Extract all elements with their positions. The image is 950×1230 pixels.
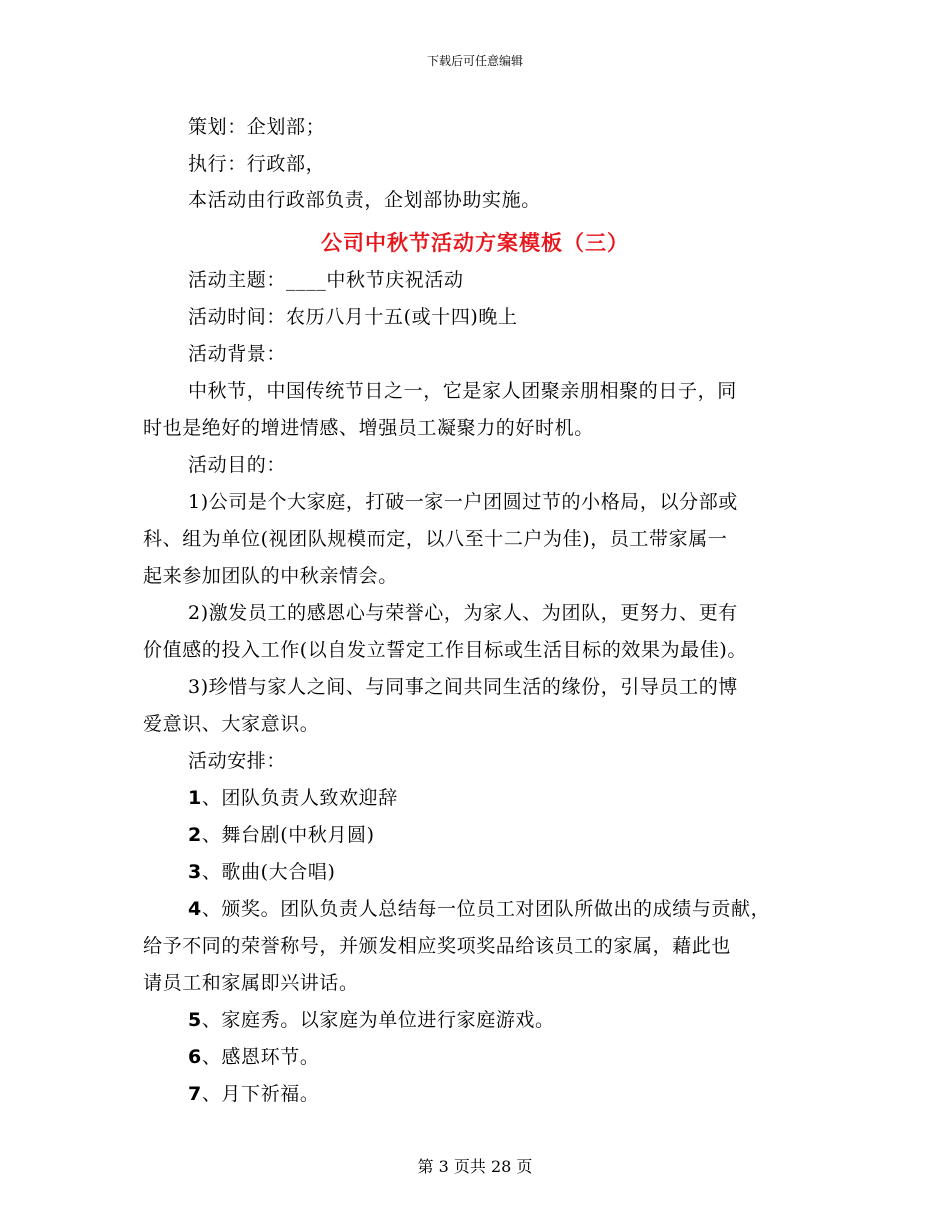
schedule-item-text: 、感恩环节。 [201, 1046, 320, 1068]
page-footer-number: 第 3 页共 28 页 [417, 1157, 533, 1176]
paragraph-purpose-2-line-2: 价值感的投入工作(以自发立誓定工作目标或生活目标的效果为最佳)。 [143, 639, 748, 661]
paragraph-purpose-3-line-2: 爱意识、大家意识。 [143, 713, 320, 735]
schedule-item-4-line-2: 给予不同的荣誉称号，并颁发相应奖项奖品给该员工的家属，藉此也 [143, 935, 732, 957]
schedule-item-number: 7 [188, 1083, 202, 1105]
schedule-item-4-line-3: 请员工和家属即兴讲话。 [143, 972, 359, 994]
paragraph-time: 活动时间：农历八月十五(或十四)晚上 [188, 306, 518, 328]
schedule-item-number: 5 [188, 1009, 202, 1031]
paragraph-purpose-3-line-1: 3)珍惜与家人之间、与同事之间共同生活的缘份，引导员工的博 [188, 676, 738, 698]
paragraph-purpose-1-line-1: 1)公司是个大家庭，打破一家一户团圆过节的小格局，以分部或 [188, 491, 738, 513]
paragraph-purpose-1-line-2: 科、组为单位(视团队规模而定，以八至十二户为佳)，员工带家属一 [143, 528, 728, 550]
schedule-item-number: 3 [188, 861, 202, 883]
schedule-item-6 [188, 1045, 319, 1069]
schedule-item-number: 4 [188, 898, 202, 920]
heading-purpose: 活动目的： [188, 454, 287, 476]
paragraph-purpose-1-line-3: 起来参加团队的中秋亲情会。 [143, 565, 398, 587]
schedule-item-text: 、月下祈福。 [201, 1083, 320, 1105]
schedule-item-text: 、颁奖。团队负责人总结每一位员工对团队所做出的成绩与贡献， [201, 898, 771, 920]
page-header-note: 下载后可任意编辑 [426, 54, 523, 68]
schedule-item-number: 1 [188, 787, 202, 809]
paragraph-purpose-2-line-1: 2)激发员工的感恩心与荣誉心，为家人、为团队，更努力、更有 [188, 602, 738, 624]
paragraph-theme: 活动主题：____中秋节庆祝活动 [188, 269, 464, 291]
paragraph-background-line-1: 中秋节，中国传统节日之一，它是家人团聚亲朋相聚的日子，同 [188, 380, 737, 402]
schedule-item-2 [188, 823, 375, 847]
schedule-item-7 [188, 1082, 319, 1106]
heading-background: 活动背景： [188, 343, 287, 365]
schedule-item-4 [188, 897, 770, 921]
schedule-item-text: 、家庭秀。以家庭为单位进行家庭游戏。 [201, 1009, 555, 1031]
schedule-item-3 [188, 860, 335, 884]
paragraph-responsibility: 本活动由行政部负责，企划部协助实施。 [188, 189, 541, 211]
schedule-item-5 [188, 1008, 555, 1032]
schedule-item-number: 2 [188, 824, 202, 846]
schedule-item-text: 、团队负责人致欢迎辞 [201, 787, 398, 809]
schedule-item-text: 、舞台剧(中秋月圆) [201, 824, 375, 846]
schedule-item-text: 、歌曲(大合唱) [201, 861, 336, 883]
paragraph-execution: 执行：行政部， [188, 153, 326, 175]
heading-schedule: 活动安排： [188, 750, 287, 772]
schedule-item-number: 6 [188, 1046, 202, 1068]
schedule-item-1 [188, 786, 398, 810]
paragraph-planning: 策划：企划部； [188, 116, 326, 138]
section-title: 公司中秋节活动方案模板（三） [321, 230, 629, 255]
paragraph-background-line-2: 时也是绝好的增进情感、增强员工凝聚力的好时机。 [143, 417, 594, 439]
